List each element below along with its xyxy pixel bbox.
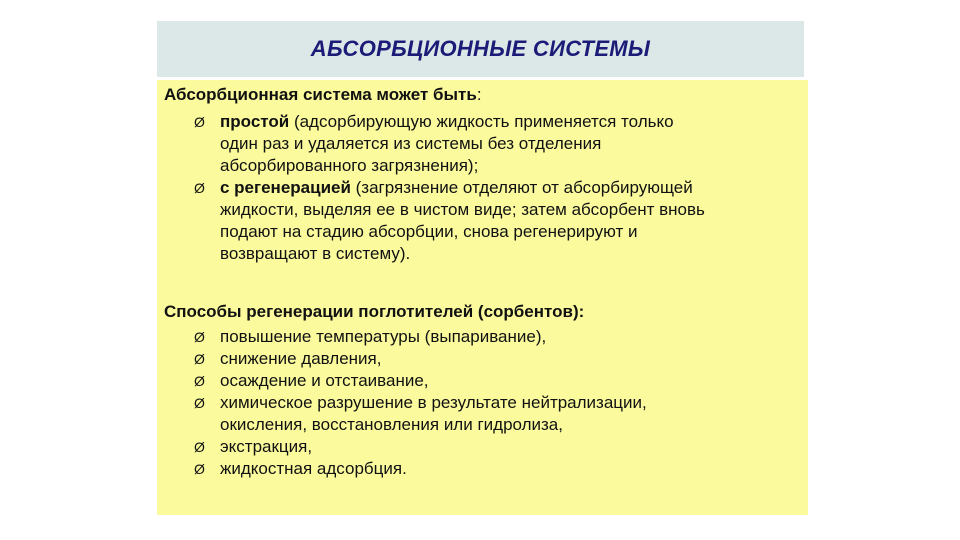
title-banner	[157, 21, 804, 77]
section1-heading-bold: Абсорбционная система может быть	[164, 85, 477, 104]
list-item	[157, 348, 647, 370]
item-text: повышение температуры (выпаривание),	[220, 327, 547, 346]
item-bold-term: простой	[220, 112, 290, 131]
arrow-bullet-icon: Ø	[194, 461, 205, 477]
list-item	[157, 392, 647, 436]
system-types-list	[157, 111, 705, 265]
item-text-continued: подают на стадию абсорбции, снова регенерируют и	[220, 222, 638, 241]
list-item	[157, 326, 647, 348]
section1-heading-tail: :	[476, 85, 482, 104]
arrow-bullet-icon: Ø	[194, 373, 205, 389]
arrow-bullet-icon: Ø	[194, 395, 205, 411]
item-text: снижение давления,	[220, 349, 382, 368]
arrow-bullet-icon: Ø	[194, 439, 205, 455]
arrow-bullet-icon: Ø	[194, 351, 205, 367]
item-text-continued: абсорбированного загрязнения);	[220, 156, 479, 175]
item-text: (адсорбирующую жидкость применяется только	[289, 112, 674, 131]
list-item	[157, 458, 647, 480]
arrow-bullet-icon: Ø	[194, 329, 205, 345]
section2-heading: Способы регенерации поглотителей (сорбентов):	[164, 302, 585, 321]
list-item	[157, 177, 705, 265]
item-text: осаждение и отстаивание,	[220, 371, 429, 390]
item-text-continued: окисления, восстановления или гидролиза,	[220, 415, 563, 434]
section1-heading	[164, 84, 482, 106]
item-bold-term: с регенерацией	[220, 178, 351, 197]
item-text: химическое разрушение в результате нейтрализации,	[220, 393, 647, 412]
content-panel	[157, 80, 808, 515]
arrow-bullet-icon: Ø	[194, 180, 205, 196]
item-text-continued: возвращают в систему).	[220, 244, 411, 263]
item-text: экстракция,	[220, 437, 313, 456]
regeneration-methods-list	[157, 326, 647, 480]
list-item	[157, 436, 647, 458]
item-text: (загрязнение отделяют от абсорбирующей	[350, 178, 693, 197]
list-item	[157, 370, 647, 392]
list-item	[157, 111, 705, 177]
item-text-continued: один раз и удаляется из системы без отделения	[220, 134, 602, 153]
item-text-continued: жидкости, выделяя ее в чистом виде; затем абсорбент вновь	[220, 200, 705, 219]
slide-title: АБСОРБЦИОННЫЕ СИСТЕМЫ	[310, 36, 651, 61]
item-text: жидкостная адсорбция.	[220, 459, 407, 478]
arrow-bullet-icon: Ø	[194, 114, 205, 130]
